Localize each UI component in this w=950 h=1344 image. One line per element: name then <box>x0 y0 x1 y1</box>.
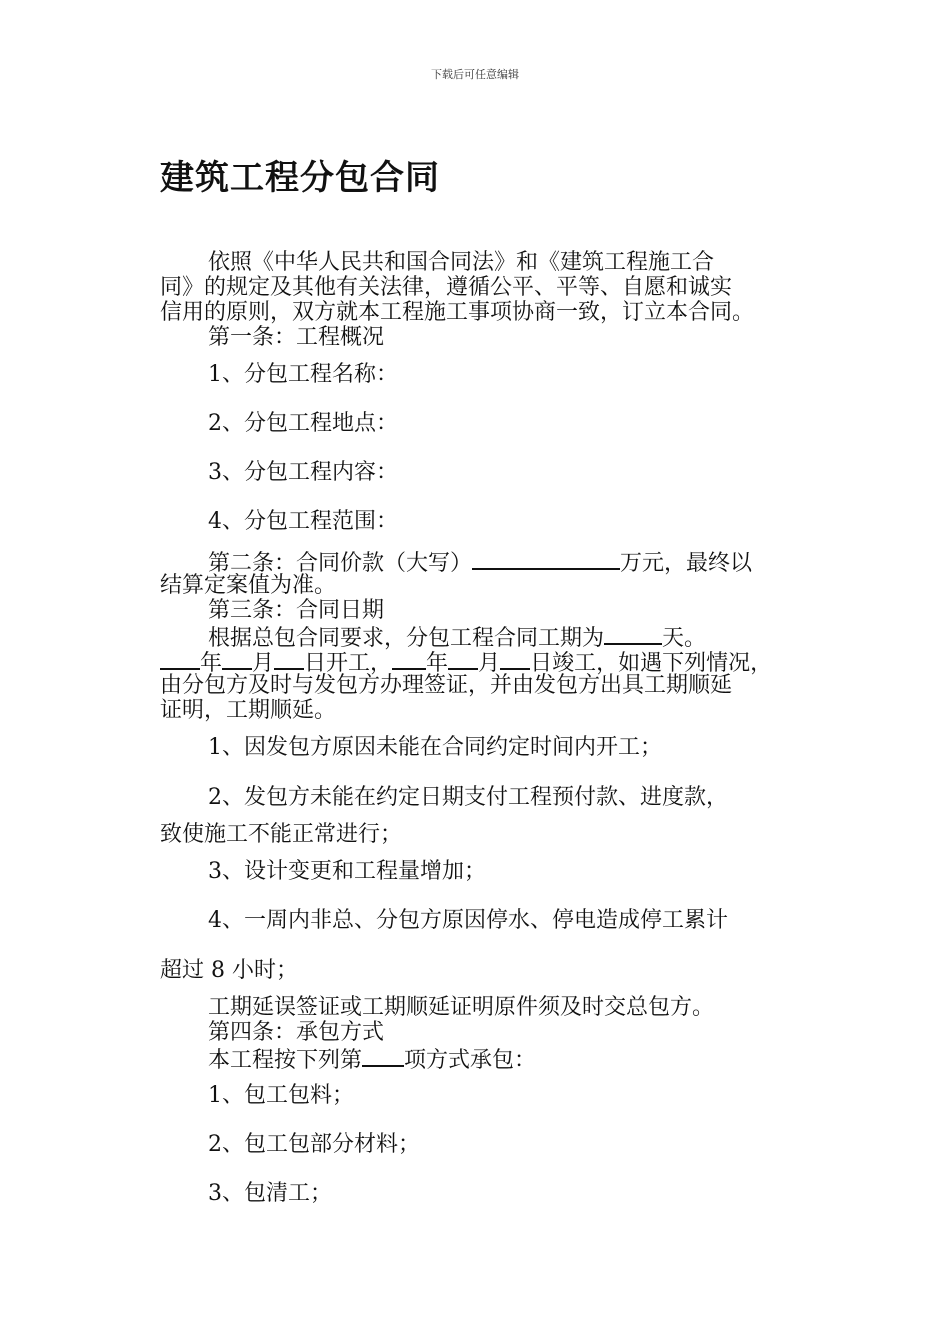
method-suffix: 项方式承包： <box>404 1048 537 1073</box>
end-month-blank[interactable] <box>448 648 478 670</box>
end-month-label: 月 <box>478 651 501 676</box>
article-4-item-3: 3、包清工； <box>208 1181 332 1206</box>
article-1-item-2: 2、分包工程地点： <box>208 411 398 436</box>
end-day-blank[interactable] <box>500 648 530 670</box>
article-4-line-1 <box>208 1045 536 1074</box>
intro-line-2: 同》的规定及其他有关法律，遵循公平、平等、自愿和诚实 <box>160 275 733 300</box>
page-header: 下载后可任意编辑 <box>431 68 519 81</box>
article-4-item-2: 2、包工包部分材料； <box>208 1132 420 1157</box>
start-year-blank[interactable] <box>160 648 200 670</box>
duration-days-blank[interactable] <box>604 623 662 645</box>
duration-suffix: 天。 <box>662 626 707 651</box>
article-3-item-1: 1、因发包方原因未能在合同约定时间内开工； <box>208 735 662 760</box>
article-3-heading: 第三条：合同日期 <box>208 598 385 623</box>
method-prefix: 本工程按下列第 <box>208 1048 363 1073</box>
article-1-item-1: 1、分包工程名称： <box>208 362 398 387</box>
intro-line-1: 依照《中华人民共和国合同法》和《建筑工程施工合 <box>208 250 715 275</box>
article-1-item-4: 4、分包工程范围： <box>208 509 398 534</box>
contract-price-blank[interactable] <box>472 548 620 570</box>
article-3-note: 工期延误签证或工期顺延证明原件须及时交总包方。 <box>208 995 715 1020</box>
article-2-suffix: 万元，最终以 <box>620 551 753 576</box>
article-1-heading: 第一条：工程概况 <box>208 325 385 350</box>
article-3-line-4: 证明，工期顺延。 <box>160 698 337 723</box>
start-month-label: 月 <box>252 651 275 676</box>
article-2-prefix: 第二条：合同价款（大写） <box>208 551 473 576</box>
start-year-label: 年 <box>200 651 223 676</box>
article-3-item-3: 3、设计变更和工程量增加； <box>208 859 486 884</box>
article-1-item-3: 3、分包工程内容： <box>208 460 398 485</box>
start-day-label: 日开工， <box>304 651 393 676</box>
end-year-label: 年 <box>426 651 449 676</box>
end-day-label: 日竣工，如遇下列情况， <box>530 651 773 676</box>
duration-prefix: 根据总包合同要求，分包工程合同工期为 <box>208 626 605 651</box>
start-month-blank[interactable] <box>222 648 252 670</box>
article-4-heading: 第四条：承包方式 <box>208 1020 385 1045</box>
article-3-item-2a: 2、发包方未能在约定日期支付工程预付款、进度款， <box>208 785 728 810</box>
end-year-blank[interactable] <box>392 648 426 670</box>
article-3-line-3: 由分包方及时与发包方办理签证，并由发包方出具工期顺延 <box>160 673 733 698</box>
intro-line-3: 信用的原则，双方就本工程施工事项协商一致，订立本合同。 <box>160 300 755 325</box>
article-2-line-2: 结算定案值为准。 <box>160 573 337 598</box>
method-choice-blank[interactable] <box>362 1045 404 1067</box>
article-4-item-1: 1、包工包料； <box>208 1083 354 1108</box>
start-day-blank[interactable] <box>274 648 304 670</box>
article-3-item-4a: 4、一周内非总、分包方原因停水、停电造成停工累计 <box>208 908 728 933</box>
article-3-item-2b: 致使施工不能正常进行； <box>160 822 403 847</box>
document-title: 建筑工程分包合同 <box>160 158 440 198</box>
article-3-item-4b: 超过 8 小时； <box>160 958 298 983</box>
